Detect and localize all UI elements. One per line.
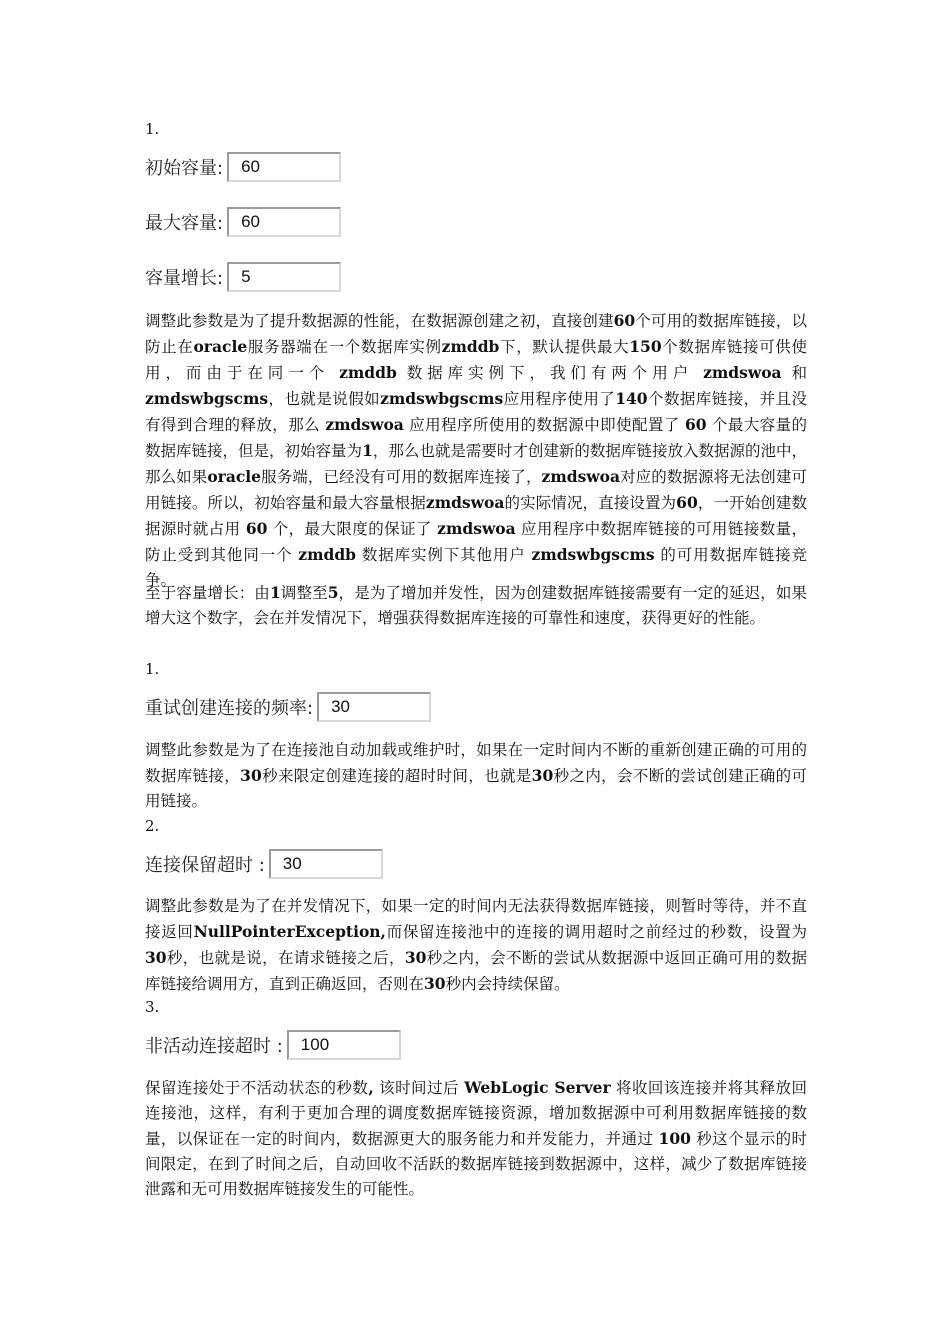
section-number: 1. [145,120,160,138]
retry-frequency-label: 重试创建连接的频率: [145,698,314,719]
bold-term: 60 [245,519,268,538]
bold-term: 60 [685,415,707,434]
bold-term: 150 [629,337,662,356]
bold-term: 30 [424,974,446,993]
bold-term: zmdswoa [437,519,516,538]
capacity-increment-paragraph: 至于容量增长：由1调整至5，是为了增加并发性，因为创建数据库链接需要有一定的延迟，如果增大这个数字，会在并发情况下，增强获得数据库连接的可靠性和速度，获得更好的性能。 [145,583,807,627]
reserved-timeout-input[interactable] [269,849,383,879]
capacity-explanation-paragraph: 调整此参数是为了提升数据源的性能，在数据源创建之初，直接创建60个可用的数据库链接，以防止在oracle服务器端在一个数据库实例zmddb下，默认提供最大150个数据库链接可供使用，而由于在同一个 zmddb 数据库实例下，我们有两个用户 zmdswoa 和 zmdswbgscms，也就是说假如zmdswbgscms应用程序使用了140个数据库链接，并且没有得到合理的释放，那么 zmdswoa 应用程序所使用的数据源中即使配置了 60 个最大容量的数据库链接，但是，初始容量为1，那么也就是需要时才创建新的数据库链接放入数据源的池中，那么如果oracle服务端，已经没有可用的数据库连接了，zmdswoa对应的数据源将无法创建可用链接。所以，初始容量和最大容量根据zmdswoa的实际情况，直接设置为60，一开始创建数据源时就占用 60 个，最大限度的保证了 zmdswoa 应用程序中数据库链接的可用链接数量，防止受到其他同一个 zmddb 数据库实例下其他用户 zmdswbgscms 的可用数据库链接竞争。 [145,311,807,589]
max-capacity-label: 最大容量: [145,213,224,234]
bold-term: zmddb [441,337,500,356]
capacity-increment-input[interactable] [227,262,341,292]
reserved-timeout-row [145,848,383,880]
bold-term: 60 [676,493,698,512]
retry-frequency-row [145,691,431,723]
bold-term: 30 [404,948,427,967]
inactive-timeout-row [145,1029,401,1061]
bold-term: 60 [613,311,636,330]
bold-term: 140 [615,389,648,408]
bold-term: , [368,1078,374,1097]
bold-term: 5 [327,583,339,602]
section-number: 2. [145,817,160,835]
capacity-increment-label: 容量增长: [145,268,224,289]
section-number: 1. [145,660,160,678]
bold-term: 1 [269,583,281,602]
bold-term: 30 [240,766,262,785]
reserved-timeout-label: 连接保留超时 : [145,855,265,876]
capacity-increment-row [145,261,341,293]
retry-frequency-input[interactable] [317,692,431,722]
inactive-timeout-input[interactable] [287,1030,401,1060]
max-capacity-input[interactable] [227,207,341,237]
bold-term: 30 [145,948,167,967]
initial-capacity-label: 初始容量: [145,158,224,179]
bold-term: oracle [207,467,262,486]
initial-capacity-input[interactable] [227,152,341,182]
bold-term: 100 [658,1129,691,1148]
bold-term: 1 [362,441,373,460]
bold-term: 30 [531,766,554,785]
bold-term: zmdswoa [325,415,404,434]
bold-term: zmdswoa [541,467,621,486]
max-capacity-row [145,206,341,238]
bold-term: WebLogic Server [464,1078,611,1097]
bold-term: zmdswbgscms [380,389,504,408]
bold-term: zmddb [298,545,357,564]
bold-term: oracle [193,337,248,356]
inactive-timeout-paragraph: 保留连接处于不活动状态的秒数, 该时间过后 WebLogic Server 将收回该连接并将其释放回连接池，这样，有利于更加合理的调度数据库链接资源，增加数据源中可利用数据库链接的数量，以保证在一定的时间内，数据源更大的服务能力和并发能力，并通过 100 秒这个显示的时间限定，在到了时间之后，自动回收不活跃的数据库链接到数据源中，这样，减少了数据库链接泄露和无可用数据库链接发生的可能性。 [145,1078,807,1198]
reserved-timeout-paragraph: 调整此参数是为了在并发情况下，如果一定的时间内无法获得数据库链接，则暂时等待，并不直接返回NullPointerException,而保留连接池中的连接的调用超时之前经过的秒数，设置为30秒，也就是说，在请求链接之后，30秒之内，会不断的尝试从数据源中返回正确可用的数据库链接给调用方，直到正确返回，否则在30秒内会持续保留。 [145,897,807,993]
bold-term: zmdswoa [703,363,782,382]
retry-frequency-paragraph: 调整此参数是为了在连接池自动加载或维护时，如果在一定时间内不断的重新创建正确的可用的数据库链接，30秒来限定创建连接的超时时间，也就是30秒之内，会不断的尝试创建正确的可用链接。 [145,741,807,810]
bold-term: zmdswbgscms [145,389,269,408]
inactive-timeout-label: 非活动连接超时 : [145,1036,283,1057]
section-number: 3. [145,998,160,1016]
bold-term: NullPointerException, [193,922,386,941]
initial-capacity-row [145,151,341,183]
bold-term: zmddb [339,363,397,382]
bold-term: zmdswbgscms [531,545,655,564]
bold-term: zmdswoa [425,493,505,512]
